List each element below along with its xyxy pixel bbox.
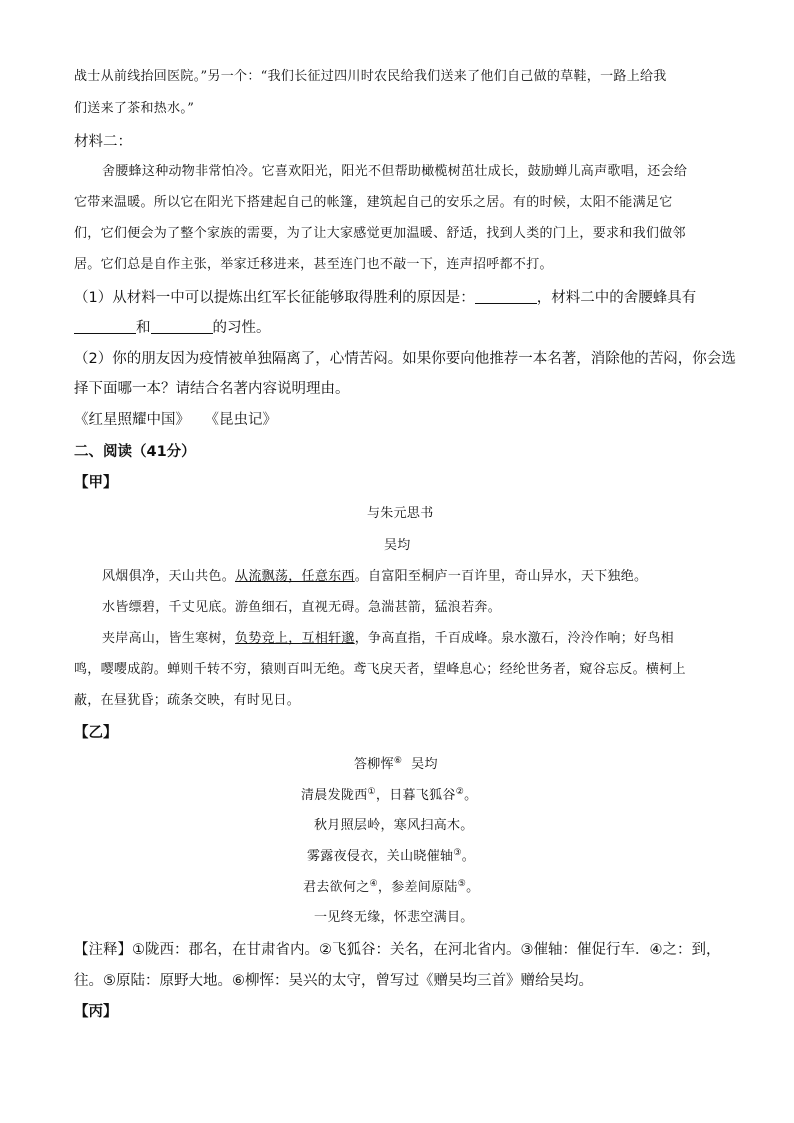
part-label-yi: 【乙】 — [74, 725, 118, 741]
paragraph-line: 居。它们总是自作主张，举家迁移进来，甚至连门也不敲一下，连声招呼都不打。 — [74, 257, 553, 272]
poem-text: 。 — [464, 788, 478, 803]
poem-text: 雾露夜侵衣，关山晓催轴 — [307, 849, 454, 864]
poem-line — [301, 788, 477, 802]
poem-author: 吴均 — [411, 757, 438, 772]
underlined-phrase: 负势竞上，互相轩邈 — [235, 631, 355, 646]
note-mark: ② — [455, 787, 465, 797]
passage-line: 蔽，在昼犹昏；疏条交映，有时见日。 — [74, 693, 301, 708]
part-label-bing: 【丙】 — [74, 1004, 118, 1020]
note-mark: ⑤ — [457, 879, 467, 889]
poem-text: 清晨发陇西 — [301, 788, 368, 803]
answer-blank[interactable] — [475, 290, 537, 304]
passage-text: 夹岸高山，皆生寒树， — [102, 631, 236, 646]
note-mark: ① — [367, 787, 376, 797]
answer-blank[interactable] — [74, 320, 136, 334]
poem-text: 。 — [461, 849, 475, 864]
poem-title-text: 答柳恽 — [354, 757, 394, 772]
poem-text: ，日暮飞狐谷 — [375, 788, 456, 803]
poem-author: 吴均 — [384, 538, 411, 553]
passage-text: 风烟俱净，天山共色。 — [102, 569, 236, 584]
book-options: 《红星照耀中国》 《昆虫记》 — [74, 412, 277, 428]
underlined-phrase: 从流飘荡，任意东西 — [235, 569, 355, 584]
passage-text: 。自富阳至桐庐一百许里，奇山异水，天下独绝。 — [354, 569, 648, 584]
poem-line: 秋月照层岭，寒风扫高木。 — [314, 818, 474, 833]
paragraph-line: 们，它们便会为了整个家族的需要，为了让大家感觉更加温暖、舒适，找到人类的门上，要求和我们做邻 — [74, 226, 686, 241]
note-mark: ⑥ — [393, 756, 403, 766]
passage-line: 水皆缥碧，千丈见底。游鱼细石，直视无碍。急湍甚箭，猛浪若奔。 — [102, 600, 502, 615]
part-label-jia: 【甲】 — [74, 475, 118, 491]
poem-line — [303, 880, 479, 894]
poem-text: 。 — [466, 880, 480, 895]
passage-text: ，争高直指，千百成峰。泉水激石，泠泠作响；好鸟相 — [354, 631, 674, 646]
question-text: ，材料二中的舍腰蜂具有 — [536, 290, 697, 306]
notes-line: 【注释】①陇西：郡名，在甘肃省内。②飞狐谷：关名，在河北省内。③催轴：催促行车．④之：到， — [74, 942, 721, 958]
poem-text: 君去欲何之 — [303, 880, 370, 895]
text-line: 们送来了茶和热水。” — [74, 101, 195, 116]
question-1-line-2 — [74, 320, 271, 336]
note-mark: ④ — [369, 879, 378, 889]
material-2-heading: 材料二： — [74, 134, 132, 150]
paragraph-line: 它带来温暖。所以它在阳光下搭建起自己的帐篷，建筑起自己的安乐之居。有的时候，太阳不能满足它 — [74, 195, 673, 210]
question-text: （1）从材料一中可以提炼出红军长征能够取得胜利的原因是： — [74, 290, 475, 306]
paragraph-line: 舍腰蜂这种动物非常怕冷。它喜欢阳光，阳光不但帮助橄榄树茁壮成长，鼓励蝉儿高声歌唱，还会给 — [102, 164, 688, 179]
notes-line: 往。⑤原陆：原野大地。⑥柳恽：吴兴的太守，曾写过《赠吴均三首》赠给吴均。 — [74, 973, 593, 989]
poem-line — [307, 849, 475, 863]
text-line: 战士从前线抬回医院。”另一个：“我们长征过四川时农民给我们送来了他们自己做的草鞋，一路上给我 — [74, 69, 667, 84]
answer-blank[interactable] — [151, 320, 213, 334]
question-text: 的习性。 — [212, 320, 271, 336]
question-2-line-1: （2）你的朋友因为疫情被单独隔离了，心情苦闷。如果你要向他推荐一本名著，消除他的苦闷，你会选 — [74, 351, 736, 367]
passage-line: 鸣，嘤嘤成韵。蝉则千转不穷，猿则百叫无绝。鸢飞戾天者，望峰息心；经纶世务者，窥谷忘反。横柯上 — [74, 662, 686, 677]
note-mark: ③ — [453, 848, 462, 858]
poem-line: 一见终无缘，怀悲空满目。 — [314, 910, 474, 925]
section-heading: 二、阅读（41分） — [74, 444, 196, 460]
poem-text: ，参差间原陆 — [377, 880, 458, 895]
question-2-line-2: 择下面哪一本？请结合名著内容说明理由。 — [74, 381, 350, 397]
passage-line — [102, 570, 647, 583]
passage-line — [102, 632, 674, 645]
poem-title: 与朱元思书 — [367, 506, 434, 521]
poem-title — [354, 757, 438, 771]
question-1-line-1 — [74, 290, 696, 306]
question-text: 和 — [136, 320, 151, 336]
